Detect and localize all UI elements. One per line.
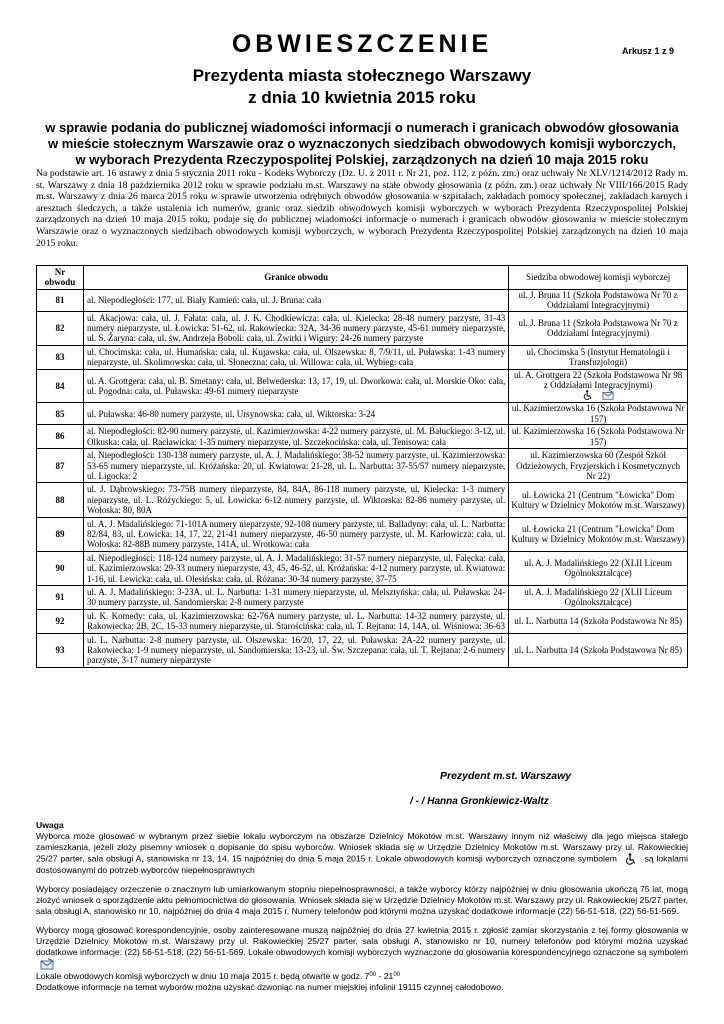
table-row: [37, 425, 688, 449]
table-row: [37, 483, 688, 517]
row-seat: ul. L. Narbutta 14 (Szkoła Podstawowa Nr 85): [514, 615, 682, 626]
note-sup: 00: [369, 972, 377, 978]
intro-paragraph: Na podstawie art. 16 ustawy z dnia 5 stycznia 2011 roku - Kodeks Wyborczy (Dz. U. z 2011 r. Nr 21, poz. 112, z późn. zm.) oraz uchwały Nr XLV/1214/2012 Rady m. st. Warszawy z dnia 18 października 2012 roku w sprawie podziału m.st. Warszawy na stałe obwody głosowania (z późn. zm.) oraz uchwały Nr VIII/166/2015 Rady m.st. Warszawy z dnia 26 marca 2015 roku w sprawie utworzenia odrębnych obwodów głosowania w szpitalach, zakładach pomocy społecznej, zakładach karnych i aresztach śledczych, a także ustalenia ich numerów, granic oraz siedzib obwodowych komisji wyborczych w wyborach Prezydenta Rzeczypospolitej Polskiej zarządzonych na dzień 10 maja 2015 roku, podaje się do publicznej wiadomości informacje o numerach i granicach obwodów głosowania w mieście stołecznym Warszawie oraz o wyznaczonych siedzibach obwodowych komisji wyborczych, w wyborach Prezydenta Rzeczypospolitej Polskiej zarządzonych na dzień 10 maja 2015 roku.: [36, 168, 688, 249]
row-seat: ul. Chocimska 5 (Instytut Hematologii i Transfuzjologii): [526, 346, 670, 368]
note-paragraph: [36, 925, 688, 970]
row-seat-cell: [509, 369, 688, 403]
row-number: 93: [37, 633, 84, 667]
subject-line: w sprawie podania do publicznej wiadomości informacji o numerach i granicach obwodów głosowania: [45, 120, 679, 135]
row-number: 82: [37, 311, 84, 345]
row-seat-cell: [509, 517, 688, 551]
table-row: [37, 311, 688, 345]
row-seat: ul. A. Grottgera 22 (Szkoła Podstawowa Nr 98 z Oddziałami Integracyjnymi): [513, 369, 683, 391]
row-number: 83: [37, 345, 84, 369]
row-number: 84: [37, 369, 84, 403]
table-header-row: [37, 266, 688, 290]
document-title: OBWIESZCZENIE: [231, 30, 493, 58]
row-bounds: al. Niepodległości: 130-138 numery parzyste, ul. A. J. Madalińskiego: 38-52 numery parzyste, ul. Kazimierzowska: 53-65 numery nieparzyste, ul. Króżańska: 20, ul. Kwiatowa: 21-28, ul. L. Narbutta: 37-55/57 numery nieparzyste, ul. Ligocka: 2: [83, 449, 508, 483]
row-seat: ul. A. J. Madalińskiego 22 (XLII Liceum Ogólnokształcące): [524, 586, 672, 608]
table-row: [37, 551, 688, 585]
row-seat-cell: [509, 345, 688, 369]
row-bounds: ul. A. Grottgera: cała, ul. B. Smetany: cała, ul. Belwederska: 13, 17, 19, ul. Dworkowa: cała, ul. Morskie Oko: cała, ul. Pogodna: cała, ul. Puławska: 49-61 numery nieparzyste: [83, 369, 508, 403]
table-row: [37, 345, 688, 369]
row-bounds: ul. Puławska: 46-80 numery parzyste, ul. Ursynowska: cała, ul. Wiktorska: 3-24: [83, 403, 508, 425]
note-paragraph: Dodatkowe informacje na temat wyborów można uzyskać dzwoniąc na numer miejskiej infolinii 19115 czynnej całodobowo.: [36, 982, 504, 992]
row-number: 87: [37, 449, 84, 483]
envelope-icon: [40, 958, 54, 970]
row-bounds: ul. J. Dąbrowskiego: 73-75B numery nieparzyste, 84, 84A, 86-118 numery parzyste, ul. Kielecka: 1-3 numery nieparzyste, ul. L. Różyckiego: 5, ul. Łowicka: 6-12 numery parzyste, ul. Wiktorska: 82-86 numery parzyste, ul. Wołoska: 80, 80A: [83, 483, 508, 517]
table-row: [37, 403, 688, 425]
header-nr: Nr obwodu: [37, 266, 84, 290]
wheelchair-icon: [582, 389, 594, 403]
row-seat-cell: [509, 425, 688, 449]
row-number: 85: [37, 403, 84, 425]
row-seat: ul. A. J. Madalińskiego 22 (XLII Liceum Ogólnokształcące): [524, 557, 672, 579]
row-seat: ul. L. Narbutta 14 (Szkoła Podstawowa Nr 85): [514, 645, 682, 655]
row-seat-cell: [509, 585, 688, 609]
notes-heading: Uwaga: [36, 820, 64, 830]
row-seat-cell: [509, 289, 688, 311]
note-text: - 21: [376, 971, 394, 981]
row-bounds: ul. Chocimska: cała, ul. Humańska: cała, ul. Kujawska: cała, ul. Olszewska: 8, 7/9/11, ul. Puławska: 1-43 numery nieparzyste, ul. Skolimowska: cała, ul. Słoneczna: cała, ul. Willowa: cała, ul. Wybieg: cała: [83, 345, 508, 369]
note-text: Lokale obwodowych komisji wyborczych w dniu 10 maja 2015 r. będą otwarte w godz. 7: [36, 971, 370, 981]
sheet-number: Arkusz 1 z 9: [621, 46, 674, 56]
row-number: 88: [37, 483, 84, 517]
row-bounds: ul. Akacjowa: cała, ul. J. Fałata: cała, ul. J. K. Chodkiewicza: cała, ul. Kielecka: 28-48 numery parzyste, 31-43 numery nieparzyste, ul. Łowicka: 51-62, ul. Rakowiecka: 32A, 34-36 numery parzyste, 45-61 numery nieparzyste, ul. S. Żaryna: cała, ul. św. Andrzeja Boboli: cała, ul. Żwirki i Wigury: 24-26 numery parzyste: [83, 311, 508, 345]
row-number: 86: [37, 425, 84, 449]
note-paragraph: [36, 970, 688, 982]
accessibility-icons: [511, 390, 685, 402]
table-row: [37, 517, 688, 551]
districts-table: [36, 265, 688, 668]
subject-line: w wyborach Prezydenta Rzeczypospolitej Polskiej, zarządzonych na dzień 10 maja 2015 roku: [75, 152, 649, 167]
table-row: [37, 289, 688, 311]
row-seat: ul. Łowicka 21 (Centrum "Łowicka" Dom Kultury w Dzielnicy Mokotów m.st. Warszawy): [511, 523, 685, 545]
note-text: Wyborca może głosować w wybranym przez siebie lokalu wyborczym na obszarze Dzielnicy Mokotów m.st. Warszawy innym niż właściwy dla jego miejsca stałego zamieszkania, jeżeli złoży pisemny wniosek o dopisanie do spisu wyborców. Wniosek składa się w Urzędzie Dzielnicy Mokotów m.st. Warszawy przy ul. Rakowieckiej 25/27 parter, sala obsługi A, stanowiska nr 13, 14, 15 najpóźniej do dnia 5 maja 2015 r. Lokale obwodowych komisji wyborczych oznaczone symbolem: [36, 831, 688, 864]
row-number: 90: [37, 551, 84, 585]
wheelchair-icon: [624, 853, 638, 865]
row-seat-cell: [509, 551, 688, 585]
row-number: 92: [37, 609, 84, 633]
row-seat-cell: [509, 483, 688, 517]
header-bounds: Granice obwodu: [83, 266, 508, 290]
row-bounds: al. Niepodległości: 82-90 numery parzyste, ul. Kazimierzowska: 4-22 numery parzyste, ul. M. Bałuckiego: 3-12, ul. Olkuska: cała, ul. Racławicka: 1-35 numery nieparzyste, ul. Szczekocińska: cała, ul. Tenisowa: cała: [83, 425, 508, 449]
row-seat-cell: [509, 403, 688, 425]
row-seat: ul. Kazimierzowska 16 (Szkoła Podstawowa Nr 157): [511, 403, 685, 424]
row-bounds: al. Niepodległości: 177, ul. Biały Kamień: cała, ul. J. Bruna: cała: [83, 289, 508, 311]
row-bounds: al. Niepodległości: 118-124 numery parzyste, ul. A. J. Madalińskiego: 31-57 numery nieparzyste, ul. Falęcka: cała, ul. Kazimierzowska: 29-33 numery nieparzyste, 43, 45, 46-52, ul. Króżańska: 4-12 numery parzyste, ul. Kwiatowa: 1-16, ul. Lewicka: cała, ul. Olesińska: cała, ul. Różana: 30-34 numery parzyste, 37-75: [83, 551, 508, 585]
row-seat: ul. Kazimierzowska 16 (Szkoła Podstawowa Nr 157): [511, 426, 685, 447]
notes-section: [36, 820, 688, 993]
table-row: [37, 633, 688, 667]
row-seat-cell: [509, 609, 688, 633]
row-seat: ul. J. Bruna 11 (Szkoła Podstawowa Nr 70 z Oddziałami Integracyjnymi): [518, 317, 678, 339]
row-seat: ul. J. Bruna 11 (Szkoła Podstawowa Nr 70 z Oddziałami Integracyjnymi): [518, 289, 678, 311]
note-paragraph: [36, 831, 688, 876]
row-seat-cell: [509, 311, 688, 345]
row-bounds: ul. A. J. Madalińskiego: 71-101A numery nieparzyste, 92-108 numery parzyste, ul. Balladyny: cała, ul. L. Narbutta: 82/84, 83, ul. Łowicka: 14, 17, 22, 21-41 numery nieparzyste, 46-50 numery parzyste, ul. M. Karłowicza: cała, ul. Wołoska: 82-88B numery parzyste, 141A, ul. Wrotkowa: cała: [83, 517, 508, 551]
subject-line: w mieście stołecznym Warszawie oraz o wyznaczonych siedzibach obwodowych komisji wyborczych,: [47, 136, 677, 151]
note-text: Wyborcy mogą głosować korespondencyjnie, osoby zainteresowane muszą najpóźniej do dnia 27 kwietnia 2015 r. zgłosić zamiar skorzystania z tej formy głosowania w Urzędzie Dzielnicy Mokotów m.st. Warszawy przy ul. Rakowieckiej 25/27 parter, sala obsługi A, stanowisko nr 10, numery telefonów pod którymi można uzyskać dodatkowe informacje: (22) 56-51-518, (22) 56-51-569. Lokale obwodowych komisji wyborczych wyznaczone do głosowania korespondencyjnego oznaczone są symbolem: [36, 925, 688, 957]
note-sup: 00: [393, 972, 401, 978]
row-seat: ul. Kazimierzowska 60 (Zespół Szkół Odzieżowych, Fryzjerskich i Kosmetycznych Nr 22): [516, 450, 681, 481]
row-number: 81: [37, 289, 84, 311]
row-seat-cell: [509, 449, 688, 483]
note-paragraph: Wyborcy posiadający orzeczenie o znacznym lub umiarkowanym stopniu niepełnosprawności, a także wyborcy którzy najpóźniej w dniu głosowania ukończą 75 lat, mogą złożyć wniosek o sporządzenie aktu pełnomocnictwa do głosowania. Wniosek składa się w Urzędzie Dzielnicy Mokotów m.st. Warszawy przy ul. Rakowieckiej 25/27 parter, sala obsługi A, stanowisko nr 10, najpóźniej do dnia 4 maja 2015 r. Numery telefonów pod którymi można uzyskać dodatkowe informacje (22) 56-51-518, (22) 56-51-569.: [36, 884, 688, 916]
table-row: [37, 609, 688, 633]
signer-role: Prezydent m.st. Warszawy: [440, 770, 572, 782]
subject-block: [40, 120, 684, 168]
row-bounds: ul. L. Narbutta: 2-8 numery parzyste, ul. Olszewska: 16/20, 17, 22, ul. Puławska: 2A-22 numery parzyste, ul. Rakowiecka: 1-9 numery nieparzyste, ul. Sandomierska: 13-23, ul. Św. Szczepana: cała, ul. T. Rejtana: 2-6 numery parzyste, 3-17 numery nieparzyste: [83, 633, 508, 667]
row-seat: ul. Łowicka 21 (Centrum "Łowicka" Dom Kultury w Dzielnicy Mokotów m.st. Warszawy): [511, 489, 685, 510]
table-row: [37, 369, 688, 403]
envelope-icon: [602, 389, 614, 403]
row-bounds: ul. A. J. Madalińskiego: 3-23A, ul. L. Narbutta: 1-31 numery nieparzyste, ul. Melsztyńska: cała, ul. Puławska: 24-30 numery parzyste, ul. Sandomierska: 2-8 numery parzyste: [83, 585, 508, 609]
signer-name: / - / Hanna Gronkiewicz-Waltz: [410, 796, 549, 807]
row-number: 91: [37, 585, 84, 609]
row-number: 89: [37, 517, 84, 551]
row-bounds: ul. K. Komedy: cała, ul. Kazimierzowska: 62-76A numery parzyste, ul. L. Narbutta: 14-32 numery parzyste, ul. Rakowiecka: 2B, 2C, 15-33 numery nieparzyste, ul. Starościńska: cała, ul. T. Rejtana: 14, 14A, ul. Wiśniowa: 36-63: [83, 609, 508, 633]
table-row: [37, 449, 688, 483]
header-seat: Siedziba obwodowej komisji wyborczej: [509, 266, 688, 290]
row-seat-cell: [509, 633, 688, 667]
date-heading: z dnia 10 kwietnia 2015 roku: [248, 88, 476, 107]
note-text: są lokalami dostosowanymi do potrzeb wyborców niepełnosprawnych: [36, 853, 688, 875]
table-row: [37, 585, 688, 609]
issuer-heading: Prezydenta miasta stołecznego Warszawy: [192, 66, 532, 85]
